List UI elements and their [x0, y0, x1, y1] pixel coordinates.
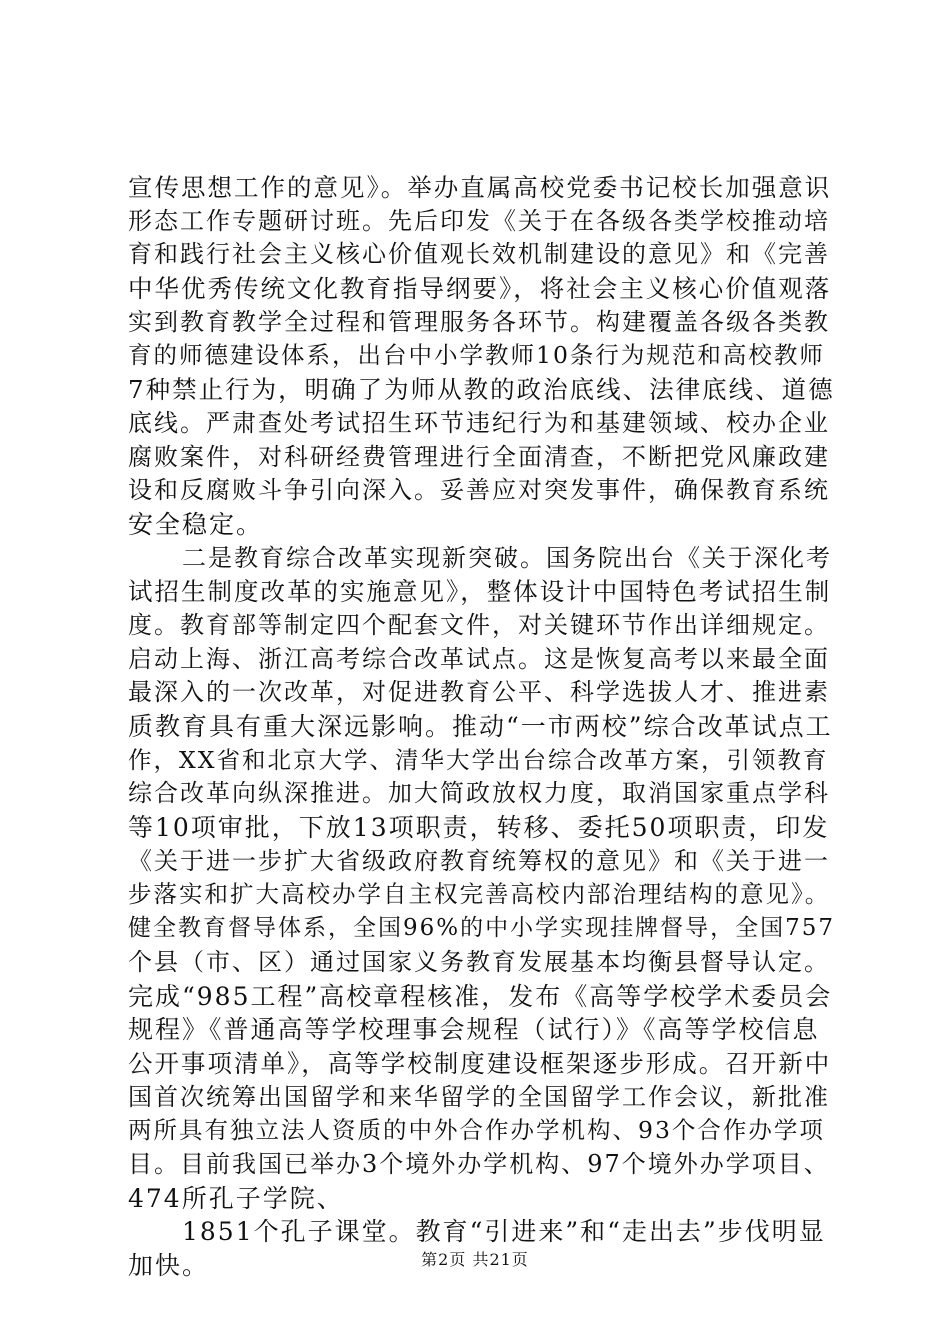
text-line: 目。目前我国已举办3个境外办学机构、97个境外办学项目、: [128, 1149, 830, 1178]
text-line: 加快。: [128, 1251, 210, 1280]
text-line: 规程》《普通高等学校理事会规程（试行）》《高等学校信息: [128, 1015, 820, 1045]
text-line: 二是教育综合改革实现新突破。国务院出台《关于深化考: [182, 543, 832, 572]
text-line: 两所具有独立法人资质的中外合作办学机构、93个合作办学项: [128, 1116, 825, 1145]
text-line: 质教育具有重大深远影响。推动“一市两校”综合改革试点工: [128, 712, 833, 741]
text-line: 作，XX省和北京大学、清华大学出台综合改革方案，引领教育: [128, 745, 829, 774]
text-line: 个县（市、区）通过国家义务教育发展基本均衡县督导认定。: [128, 947, 830, 976]
text-line: 474所孔子学院、: [128, 1183, 344, 1213]
text-line: 底线。严肃查处考试招生环节违纪行为和基建领域、校办企业: [128, 408, 830, 437]
text-line: 试招生制度改革的实施意见》，整体设计中国特色考试招生制: [128, 577, 832, 607]
text-line: 最深入的一次改革，对促进教育公平、科学选拔人才、推进素: [128, 678, 830, 707]
document-body: [128, 171, 838, 1283]
text-line: 健全教育督导体系，全国96%的中小学实现挂牌督导，全国757: [128, 915, 836, 942]
text-line: 综合改革向纵深推进。加大简政放权力度，取消国家重点学科: [128, 779, 830, 808]
text-line: 形态工作专题研讨班。先后印发《关于在各级各类学校推动培: [128, 206, 830, 235]
text-line: 启动上海、浙江高考综合改革试点。这是恢复高考以来最全面: [128, 644, 830, 673]
text-line: 设和反腐败斗争引向深入。妥善应对突发事件，确保教育系统: [128, 476, 830, 505]
text-line: 实到教育教学全过程和管理服务各环节。构建覆盖各级各类教: [128, 307, 830, 336]
text-line: 公开事项清单》，高等学校制度建设框架逐步形成。召开新中: [128, 1048, 832, 1078]
text-line: 1851个孔子课堂。教育“引进来”和“走出去”步伐明显: [182, 1217, 826, 1247]
text-line: 宣传思想工作的意见》。举办直属高校党委书记校长加强意识: [128, 173, 832, 202]
text-line: 7种禁止行为，明确了为师从教的政治底线、法律底线、道德: [128, 375, 835, 405]
text-line: 中华优秀传统文化教育指导纲要》，将社会主义核心价值观落: [128, 274, 832, 304]
text-line: 育的师德建设体系，出台中小学教师10条行为规范和高校教师: [128, 341, 825, 370]
page-footer: 第2页 共21页: [421, 1250, 529, 1269]
text-line: 度。教育部等制定四个配套文件，对关键环节作出详细规定。: [128, 610, 830, 639]
text-line: 国首次统筹出国留学和来华留学的全国留学工作会议，新批准: [128, 1082, 830, 1111]
text-line: 步落实和扩大高校办学自主权完善高校内部治理结构的意见》。: [128, 880, 831, 909]
text-line: 完成“985工程”高校章程核准，发布《高等学校学术委员会: [128, 981, 833, 1011]
text-line: 腐败案件，对科研经费管理进行全面清查，不断把党风廉政建: [128, 442, 830, 471]
text-line: 安全稳定。: [128, 509, 264, 539]
text-line: 《关于进一步扩大省级政府教育统筹权的意见》和《关于进一: [128, 846, 830, 875]
text-line: 育和践行社会主义核心价值观长效机制建设的意见》和《完善: [128, 240, 830, 269]
text-line: 等10项审批，下放13项职责，转移、委托50项职责，印发: [128, 813, 830, 843]
